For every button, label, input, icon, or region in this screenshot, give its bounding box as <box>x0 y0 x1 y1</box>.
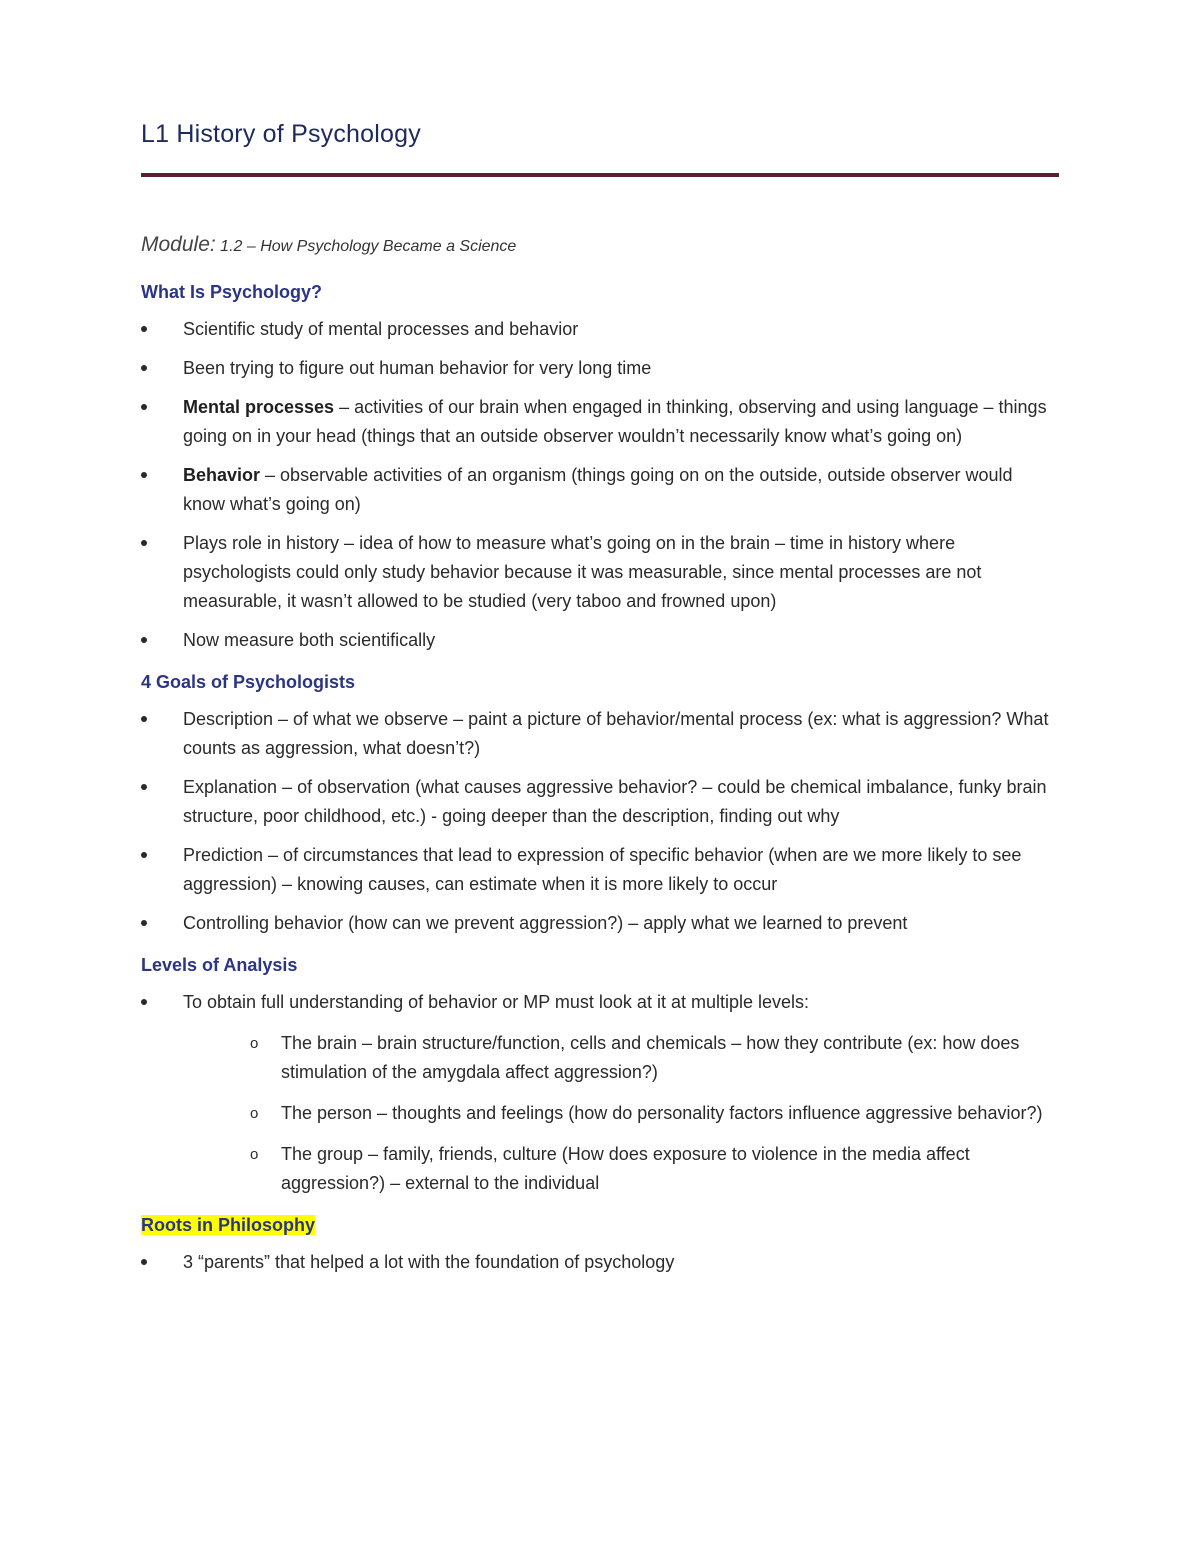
section-heading-roots <box>141 1212 1059 1238</box>
list-item: Description – of what we observe – paint a picture of behavior/mental process (ex: what is aggression? What counts as aggression, what doesn’t?) <box>141 705 1059 763</box>
module-line <box>141 231 1059 261</box>
section-heading-goals: 4 Goals of Psychologists <box>141 672 356 692</box>
list-item: Behavior – observable activities of an organism (things going on on the outside, outside observer would know what’s going on) <box>141 461 1059 519</box>
list-item: 3 “parents” that helped a lot with the foundation of psychology <box>141 1248 1059 1277</box>
bullet-icon <box>141 999 147 1005</box>
bullet-icon <box>141 852 147 858</box>
list-item: Explanation – of observation (what causes aggressive behavior? – could be chemical imbalance, funky brain structure, poor childhood, etc.) - going deeper than the description, finding out why <box>141 773 1059 831</box>
bullet-icon <box>141 920 147 926</box>
circle-bullet-icon: o <box>250 1105 259 1122</box>
sub-list-item: o The person – thoughts and feelings (how do personality factors influence aggressive behavior?) <box>141 1099 1059 1128</box>
bullet-icon <box>141 540 147 546</box>
bullet-icon <box>141 365 147 371</box>
list-item: Plays role in history – idea of how to measure what’s going on in the brain – time in history where psychologists could only study behavior because it was measurable, since mental processes are not measurable, it wasn’t allowed to be studied (very taboo and frowned upon) <box>141 529 1059 616</box>
module-text: 1.2 – How Psychology Became a Science <box>220 238 517 255</box>
section-heading-levels: Levels of Analysis <box>141 955 298 975</box>
bullet-list-levels <box>141 988 1059 1017</box>
sub-list-levels <box>141 1029 1059 1198</box>
highlighted-heading-text: Roots in Philosophy <box>141 1215 315 1235</box>
list-item: Controlling behavior (how can we prevent aggression?) – apply what we learned to prevent <box>141 909 1059 938</box>
bullet-icon <box>141 326 147 332</box>
bullet-icon <box>141 637 147 643</box>
circle-bullet-icon: o <box>250 1146 259 1163</box>
bullet-icon <box>141 472 147 478</box>
bullet-icon <box>141 404 147 410</box>
bullet-list-what-is-psychology <box>141 315 1059 655</box>
list-item: Been trying to figure out human behavior for very long time <box>141 354 1059 383</box>
list-item: Now measure both scientifically <box>141 626 1059 655</box>
sub-list-item: o The group – family, friends, culture (How does exposure to violence in the media affect aggression?) – external to the individual <box>141 1140 1059 1198</box>
bullet-icon <box>141 716 147 722</box>
bullet-list-goals <box>141 705 1059 938</box>
document-title: L1 History of Psychology <box>141 120 421 148</box>
list-item: Prediction – of circumstances that lead to expression of specific behavior (when are we more likely to see aggression) – knowing causes, can estimate when it is more likely to occur <box>141 841 1059 899</box>
list-item: Mental processes – activities of our brain when engaged in thinking, observing and using language – things going on in your head (things that an outside observer wouldn’t necessarily know what’s going on) <box>141 393 1059 451</box>
title-divider <box>141 173 1059 177</box>
list-item: To obtain full understanding of behavior or MP must look at it at multiple levels: <box>141 988 1059 1017</box>
list-item: Scientific study of mental processes and behavior <box>141 315 1059 344</box>
circle-bullet-icon: o <box>250 1035 259 1052</box>
bullet-icon <box>141 1259 147 1265</box>
section-heading-what-is-psychology: What Is Psychology? <box>141 282 323 302</box>
document-page <box>141 112 1059 1277</box>
bullet-icon <box>141 784 147 790</box>
sub-list-item: o The brain – brain structure/function, cells and chemicals – how they contribute (ex: how does stimulation of the amygdala affect aggression?) <box>141 1029 1059 1087</box>
module-label: Module: <box>141 233 216 256</box>
bullet-list-roots <box>141 1248 1059 1277</box>
